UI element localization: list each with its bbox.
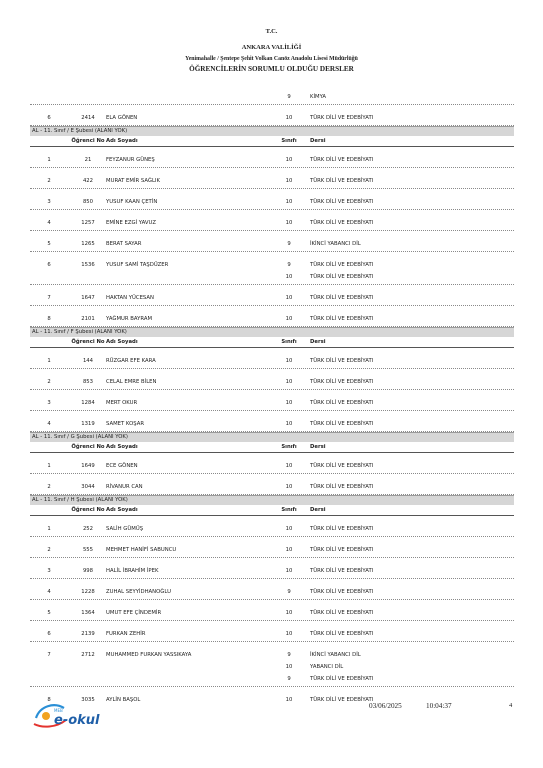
- class-value: 10: [285, 220, 293, 226]
- table-row: [30, 453, 514, 474]
- class-value: 10: [285, 484, 293, 490]
- class-value: 10: [285, 631, 293, 637]
- student-number: 3044: [81, 484, 95, 490]
- header-class: Sınıfı: [281, 507, 297, 513]
- class-cell: [264, 421, 314, 433]
- table-row: [30, 189, 514, 210]
- header-school: Yenimahalle / Şentepe Şehit Volkan Canöz Anadolu Lisesi Müdürlüğü: [185, 56, 358, 62]
- row-number: 2: [47, 484, 51, 490]
- row-number: 6: [47, 631, 51, 637]
- student-number: 1364: [81, 610, 95, 616]
- course-name: TÜRK DİLİ VE EDEBİYATI: [310, 316, 374, 322]
- student-name: HALİL İBRAHİM İPEK: [106, 568, 159, 574]
- course-name: TÜRK DİLİ VE EDEBİYATI: [310, 547, 374, 553]
- class-value: 10: [285, 697, 293, 703]
- table-row: [30, 369, 514, 390]
- table-row: [30, 84, 514, 105]
- header-student-no: Öğrenci No: [71, 138, 105, 144]
- class-cell: [264, 484, 314, 496]
- course-cell: [310, 652, 373, 688]
- logo-eokul-text: e-okul: [54, 713, 100, 728]
- class-value: 9: [287, 676, 291, 682]
- course-name: TÜRK DİLİ VE EDEBİYATI: [310, 697, 374, 703]
- student-number: 853: [82, 379, 94, 385]
- student-number: 1536: [81, 262, 95, 268]
- row-number: 6: [47, 262, 51, 268]
- section-title: AL - 11. Sınıf / H Şubesi (ALANI YOK): [30, 495, 514, 505]
- class-value: 9: [287, 589, 291, 595]
- table-row: [30, 537, 514, 558]
- table-header: [30, 442, 514, 453]
- header-class: Sınıfı: [281, 444, 297, 450]
- header-class: Sınıfı: [281, 339, 297, 345]
- header-course: Dersi: [310, 507, 326, 513]
- section-title: AL - 11. Sınıf / F Şubesi (ALANI YOK): [30, 327, 514, 337]
- student-name: YUSUF SAMİ TAŞDÜZER: [106, 262, 169, 268]
- table-row: [30, 411, 514, 432]
- row-number: 4: [47, 421, 51, 427]
- row-number: 7: [47, 652, 51, 658]
- student-name: EMİNE EZGİ YAVUZ: [106, 220, 156, 226]
- table-row: [30, 210, 514, 231]
- header-student-no: Öğrenci No: [71, 339, 105, 345]
- row-number: 2: [47, 178, 51, 184]
- student-name: MURAT EMİR SAĞLIK: [106, 178, 160, 184]
- row-number: 8: [47, 316, 51, 322]
- class-cell: [264, 652, 314, 688]
- table-row: [30, 285, 514, 306]
- student-name: MUHAMMED FURKAN YASSIKAYA: [106, 652, 192, 658]
- class-value: 10: [285, 295, 293, 301]
- student-name: FURKAN ZEHİR: [106, 631, 146, 637]
- class-value: 10: [285, 316, 293, 322]
- course-cell: [310, 115, 373, 127]
- class-value: 10: [285, 115, 293, 121]
- course-name: TÜRK DİLİ VE EDEBİYATI: [310, 421, 374, 427]
- row-number: 8: [47, 697, 51, 703]
- student-number: 2712: [81, 652, 95, 658]
- e-okul-logo: [30, 698, 120, 734]
- course-name: TÜRK DİLİ VE EDEBİYATI: [310, 295, 374, 301]
- header-tc: T.C.: [265, 28, 278, 35]
- table-row: [30, 621, 514, 642]
- row-number: 7: [47, 295, 51, 301]
- table-header: [30, 337, 514, 348]
- header-student-no: Öğrenci No: [71, 444, 105, 450]
- course-name: İKİNCİ YABANCI DİL: [310, 652, 361, 658]
- student-name: FEYZANUR GÜNEŞ: [106, 157, 155, 163]
- course-name: TÜRK DİLİ VE EDEBİYATI: [310, 589, 374, 595]
- student-number: 2139: [81, 631, 95, 637]
- section-title: AL - 11. Sınıf / G Şubesi (ALANI YOK): [30, 432, 514, 442]
- student-number: 422: [82, 178, 94, 184]
- course-name: YABANCI DİL: [310, 664, 344, 670]
- table-row: [30, 105, 514, 126]
- row-number: 3: [47, 400, 51, 406]
- class-value: 10: [285, 421, 293, 427]
- table-row: [30, 600, 514, 621]
- table-header: [30, 136, 514, 147]
- row-number: 5: [47, 610, 51, 616]
- page-title: ÖĞRENCİLERİN SORUMLU OLDUĞU DERSLER: [189, 65, 354, 73]
- row-number: 6: [47, 115, 51, 121]
- student-name: CELAL EMRE BİLEN: [106, 379, 157, 385]
- course-name: TÜRK DİLİ VE EDEBİYATI: [310, 463, 374, 469]
- student-name: MEHMET HANİFİ SABUNCU: [106, 547, 177, 553]
- student-number: 144: [82, 358, 94, 364]
- table-row: [30, 579, 514, 600]
- course-name: TÜRK DİLİ VE EDEBİYATI: [310, 568, 374, 574]
- student-name: ECE GÖNEN: [106, 463, 138, 469]
- header-course: Dersi: [310, 339, 326, 345]
- course-name: TÜRK DİLİ VE EDEBİYATI: [310, 115, 374, 121]
- row-number: 3: [47, 199, 51, 205]
- student-number: 1647: [81, 295, 95, 301]
- course-name: TÜRK DİLİ VE EDEBİYATI: [310, 400, 374, 406]
- student-name: SALİH GÜMÜŞ: [106, 526, 144, 532]
- header-name: Adı Soyadı: [106, 507, 138, 513]
- student-number: 555: [82, 547, 94, 553]
- student-number: 1257: [81, 220, 95, 226]
- header-name: Adı Soyadı: [106, 339, 138, 345]
- class-value: 9: [287, 652, 291, 658]
- table-row: [30, 147, 514, 168]
- student-name: AYLİN BAŞOL: [106, 697, 141, 703]
- student-number: 998: [82, 568, 94, 574]
- course-cell: [310, 262, 373, 286]
- class-value: 10: [285, 547, 293, 553]
- student-name: HAKTAN YÜCESAN: [106, 295, 154, 301]
- class-value: 10: [285, 463, 293, 469]
- class-value: 10: [285, 274, 293, 280]
- student-number: 1649: [81, 463, 95, 469]
- class-value: 10: [285, 400, 293, 406]
- course-name: TÜRK DİLİ VE EDEBİYATI: [310, 484, 374, 490]
- course-name: TÜRK DİLİ VE EDEBİYATI: [310, 676, 374, 682]
- course-name: TÜRK DİLİ VE EDEBİYATI: [310, 274, 374, 280]
- table-row: [30, 348, 514, 369]
- course-name: TÜRK DİLİ VE EDEBİYATI: [310, 358, 374, 364]
- class-value: 10: [285, 358, 293, 364]
- course-name: TÜRK DİLİ VE EDEBİYATI: [310, 379, 374, 385]
- course-cell: [310, 697, 373, 709]
- header-name: Adı Soyadı: [106, 138, 138, 144]
- student-name: SAMET KOŞAR: [106, 421, 145, 427]
- table-row: [30, 642, 514, 687]
- student-name: YAĞMUR BAYRAM: [106, 316, 153, 322]
- course-name: İKİNCİ YABANCI DİL: [310, 241, 361, 247]
- class-cell: [264, 697, 314, 709]
- class-value: 10: [285, 526, 293, 532]
- table-row: [30, 306, 514, 327]
- print-time: 10:04:37: [426, 702, 452, 710]
- table-row: [30, 252, 514, 285]
- header-class: Sınıfı: [281, 138, 297, 144]
- student-number: 1284: [81, 400, 95, 406]
- course-name: TÜRK DİLİ VE EDEBİYATI: [310, 631, 374, 637]
- class-value: 10: [285, 664, 293, 670]
- course-cell: [310, 484, 373, 496]
- row-number: 5: [47, 241, 51, 247]
- class-value: 9: [287, 94, 291, 100]
- class-value: 9: [287, 241, 291, 247]
- row-number: 2: [47, 547, 51, 553]
- course-name: TÜRK DİLİ VE EDEBİYATI: [310, 178, 374, 184]
- course-name: TÜRK DİLİ VE EDEBİYATI: [310, 220, 374, 226]
- student-name: MERT OKUR: [106, 400, 138, 406]
- row-number: 3: [47, 568, 51, 574]
- row-number: 2: [47, 379, 51, 385]
- print-date: 03/06/2025: [369, 702, 402, 710]
- student-list: [30, 84, 514, 707]
- table-row: [30, 558, 514, 579]
- student-number: 1228: [81, 589, 95, 595]
- student-number: 21: [84, 157, 92, 163]
- table-row: [30, 168, 514, 189]
- student-name: RÜZGAR EFE KARA: [106, 358, 156, 364]
- row-number: 4: [47, 220, 51, 226]
- class-value: 9: [287, 262, 291, 268]
- header-student-no: Öğrenci No: [71, 507, 105, 513]
- student-number: 1265: [81, 241, 95, 247]
- course-name: TÜRK DİLİ VE EDEBİYATI: [310, 157, 374, 163]
- table-header: [30, 505, 514, 516]
- header-name: Adı Soyadı: [106, 444, 138, 450]
- row-number: 1: [47, 358, 51, 364]
- class-cell: [264, 316, 314, 328]
- course-name: TÜRK DİLİ VE EDEBİYATI: [310, 610, 374, 616]
- student-number: 3035: [81, 697, 95, 703]
- course-name: KİMYA: [310, 94, 327, 100]
- class-cell: [264, 262, 314, 286]
- class-value: 10: [285, 178, 293, 184]
- course-cell: [310, 316, 373, 328]
- table-row: [30, 390, 514, 411]
- header-governorship: ANKARA VALİLİĞİ: [241, 44, 302, 51]
- student-number: 252: [82, 526, 94, 532]
- student-number: 2101: [81, 316, 95, 322]
- class-value: 10: [285, 379, 293, 385]
- row-number: 4: [47, 589, 51, 595]
- row-number: 1: [47, 526, 51, 532]
- course-name: TÜRK DİLİ VE EDEBİYATI: [310, 526, 374, 532]
- class-value: 10: [285, 610, 293, 616]
- student-name: UMUT EFE ÇİNDEMİR: [106, 610, 162, 616]
- student-name: BERAT SAYAR: [106, 241, 142, 247]
- table-row: [30, 231, 514, 252]
- course-name: TÜRK DİLİ VE EDEBİYATI: [310, 262, 374, 268]
- table-row: [30, 516, 514, 537]
- class-cell: [264, 115, 314, 127]
- header-course: Dersi: [310, 444, 326, 450]
- student-name: RİVANUR CAN: [106, 484, 143, 490]
- student-number: 2414: [81, 115, 95, 121]
- course-name: TÜRK DİLİ VE EDEBİYATI: [310, 199, 374, 205]
- student-number: 850: [82, 199, 94, 205]
- class-value: 10: [285, 568, 293, 574]
- section-title: AL - 11. Sınıf / E Şubesi (ALANI YOK): [30, 126, 514, 136]
- header-course: Dersi: [310, 138, 326, 144]
- class-value: 10: [285, 199, 293, 205]
- page-number: 4: [509, 702, 513, 709]
- row-number: 1: [47, 157, 51, 163]
- row-number: 1: [47, 463, 51, 469]
- class-value: 10: [285, 157, 293, 163]
- student-name: ZUHAL SEYYİDHANOĞLU: [106, 589, 171, 595]
- table-row: [30, 474, 514, 495]
- student-number: 1319: [81, 421, 95, 427]
- student-name: YUSUF KAAN ÇETİN: [106, 199, 158, 205]
- student-name: ELA GÖNEN: [106, 115, 138, 121]
- logo-meb-text: MEB: [54, 708, 63, 713]
- course-cell: [310, 421, 373, 433]
